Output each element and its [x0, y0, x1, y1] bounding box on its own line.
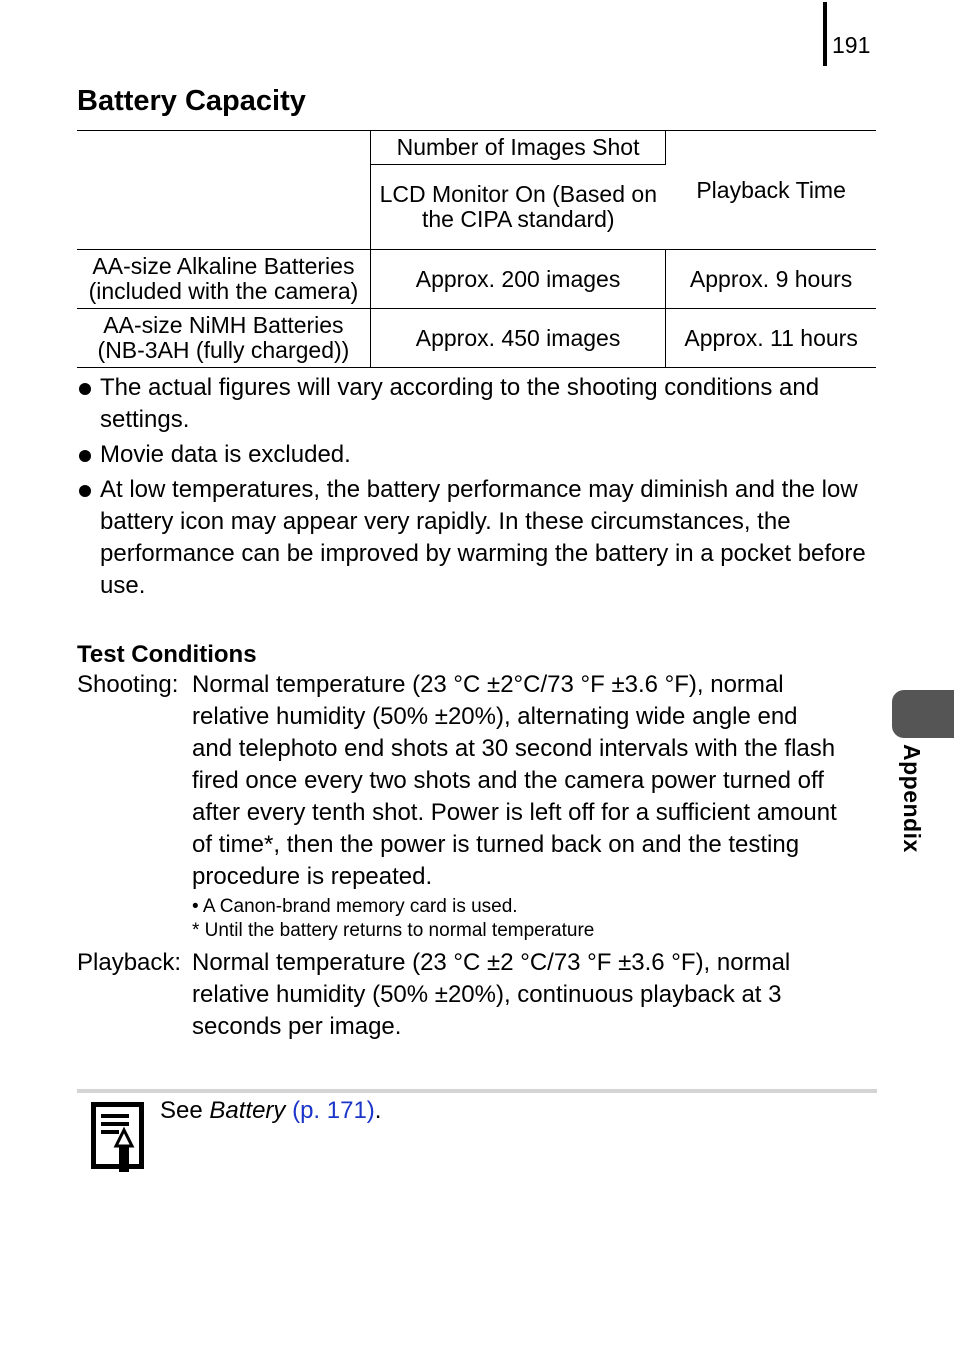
playback-time-cell: Approx. 11 hours	[666, 309, 876, 368]
shooting-description	[192, 669, 882, 893]
battery-type-cell: AA-size NiMH Batteries (NB-3AH (fully charged))	[77, 309, 370, 368]
page-number: 191	[832, 32, 871, 58]
reference-prefix: See	[160, 1097, 210, 1124]
table-row	[77, 250, 876, 309]
shooting-line: procedure is repeated.	[192, 863, 433, 890]
shooting-line: and telephoto end shots at 30 second intervals with the flash	[192, 735, 836, 762]
images-shot-cell: Approx. 450 images	[370, 309, 665, 368]
reference-suffix: .	[374, 1097, 382, 1124]
playback-label: Playback:	[77, 949, 182, 976]
shooting-line: relative humidity (50% ±20%), alternating wide angle end	[192, 703, 798, 730]
playback-line: Normal temperature (23 °C ±2 °C/73 °F ±3.6 °F), normal	[192, 949, 791, 976]
test-conditions-heading: Test Conditions	[77, 641, 257, 668]
memory-card-note: • A Canon-brand memory card is used.	[192, 896, 518, 917]
table-corner-cell	[77, 131, 370, 250]
shooting-label: Shooting:	[77, 671, 179, 698]
header-images-shot: Number of Images Shot	[370, 131, 665, 165]
shooting-line: of time*, then the power is turned back on and the testing	[192, 831, 800, 858]
battery-capacity-table	[77, 130, 876, 368]
playback-time-cell: Approx. 9 hours	[666, 250, 876, 309]
list-item	[77, 439, 877, 471]
reference-term: Battery	[209, 1097, 286, 1124]
memo-reference-icon	[91, 1102, 145, 1174]
appendix-tab-label: Appendix	[899, 744, 925, 853]
list-item	[77, 372, 877, 436]
shooting-line: after every tenth shot. Power is left off for a sufficient amount	[192, 799, 837, 826]
header-lcd-monitor-on: LCD Monitor On (Based on the CIPA standard)	[370, 165, 665, 250]
notes-list	[77, 372, 877, 605]
images-shot-cell: Approx. 200 images	[370, 250, 665, 309]
asterisk-note: * Until the battery returns to normal temperature	[192, 920, 595, 941]
table-header-row	[77, 131, 876, 165]
list-item-text: At low temperatures, the battery performance may diminish and the low battery icon may appear very rapidly. In these circumstances, the performance can be improved by warming the battery in a pocket before use.	[100, 476, 866, 599]
header-playback-time: Playback Time	[666, 131, 876, 250]
appendix-tab[interactable]	[892, 690, 954, 738]
playback-description	[192, 947, 882, 1043]
page-number-rule	[823, 2, 827, 66]
section-title: Battery Capacity	[77, 85, 306, 117]
bullet-dot-icon	[79, 383, 91, 395]
list-item-text: Movie data is excluded.	[100, 441, 351, 468]
playback-line: relative humidity (50% ±20%), continuous playback at 3	[192, 981, 782, 1008]
list-item-text: The actual figures will vary according to the shooting conditions and settings.	[100, 374, 820, 433]
reference-divider	[77, 1089, 877, 1093]
playback-line: seconds per image.	[192, 1013, 402, 1040]
battery-type-cell: AA-size Alkaline Batteries (included with the camera)	[77, 250, 370, 309]
list-item	[77, 474, 877, 602]
table-row	[77, 309, 876, 368]
bullet-dot-icon	[79, 485, 91, 497]
bullet-dot-icon	[79, 450, 91, 462]
shooting-line: fired once every two shots and the camera power turned off	[192, 767, 824, 794]
reference-page-link[interactable]: (p. 171)	[292, 1097, 375, 1124]
reference-text	[160, 1096, 381, 1126]
shooting-line: Normal temperature (23 °C ±2°C/73 °F ±3.6 °F), normal	[192, 671, 784, 698]
